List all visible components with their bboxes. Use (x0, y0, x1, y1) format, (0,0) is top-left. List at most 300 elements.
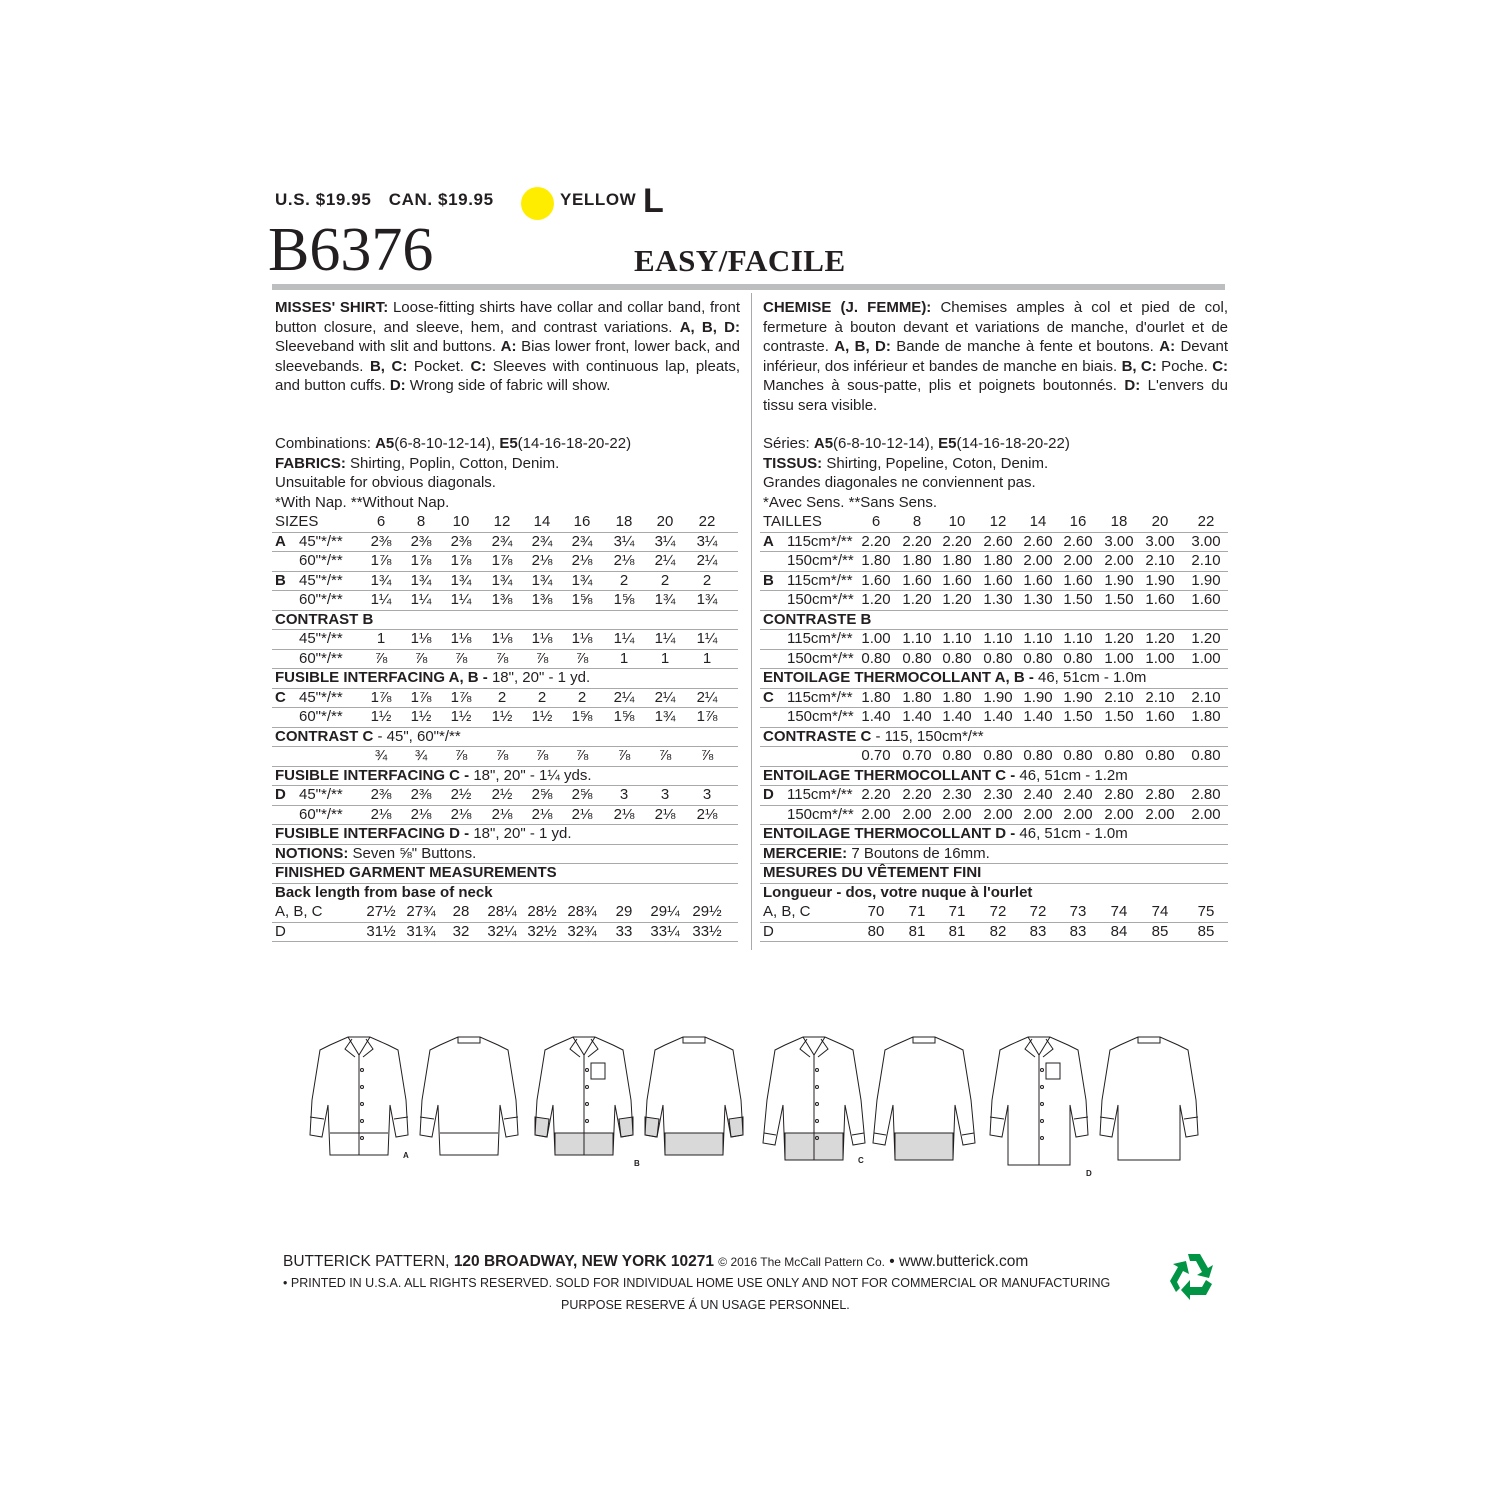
value-cell: 27¾ (406, 903, 436, 920)
illus-label-c: C (858, 1156, 864, 1165)
value-cell: 1.80 (942, 552, 972, 569)
value-cell: 1¼ (370, 591, 392, 608)
value-cell: 8 (416, 513, 426, 530)
back-length-heading (272, 883, 738, 903)
value-cell: 2.00 (942, 805, 972, 823)
value-cell: 32¾ (567, 922, 597, 940)
value-cell: 0.80 (1023, 649, 1053, 667)
value-cell: 2¼ (654, 552, 676, 569)
value-cell: 1.60 (1145, 591, 1175, 608)
desc-fr-3: Poche. (1156, 357, 1213, 375)
value-cell: 1⅝ (571, 708, 593, 725)
desc-en-5-bold: D: (389, 377, 406, 394)
value-cell: 2.00 (983, 805, 1013, 823)
value-cell: 1¾ (654, 708, 676, 725)
entoilage-d-value: 46, 51cm - 1.0m (1015, 825, 1128, 842)
fusible-c-value: 18", 20" - 1¼ yds. (469, 766, 592, 784)
value-cell: 1.10 (1023, 630, 1053, 647)
desc-fr-4: Manches à sous-patte, plis et poignets boutonnés. (763, 377, 1125, 394)
value-cell: 1.50 (1063, 708, 1093, 725)
width-150: 150cm*/** (787, 708, 854, 725)
value-cell: 1¾ (654, 591, 676, 608)
value-cell: 0.80 (902, 649, 932, 667)
bullet-icon: • (889, 1253, 895, 1270)
value-cell: 1⅞ (410, 552, 432, 569)
value-cell: 8 (912, 513, 922, 530)
entoilage-c-label: ENTOILAGE THERMOCOLLANT C - (763, 766, 1016, 784)
finished-d-label: D (275, 922, 286, 940)
value-cell: 1.50 (1104, 708, 1134, 725)
value-cell: 2.00 (1191, 805, 1221, 823)
value-cell: 1.60 (1191, 591, 1221, 608)
value-cell: 81 (908, 922, 926, 940)
value-cell: 2⅛ (571, 805, 593, 823)
width-60: 60"*/** (299, 805, 343, 823)
mercerie-label: MERCERIE: (763, 844, 848, 862)
website: www.butterick.com (899, 1253, 1029, 1270)
value-cell: 3.00 (1104, 532, 1134, 550)
value-cell: 1.60 (942, 571, 972, 589)
desc-fr-4-bold: C: (1212, 357, 1229, 375)
value-cell: 1¾ (410, 571, 432, 589)
value-cell: 2.00 (1063, 805, 1093, 823)
value-cell: 0.80 (1063, 649, 1093, 667)
value-cell: ⅞ (575, 747, 589, 764)
value-cell: 2⅜ (410, 532, 432, 550)
fr-finished-d-label: D (763, 922, 774, 940)
shirt-a-back-drawing (420, 1037, 518, 1155)
value-cell: 2.00 (1104, 552, 1134, 569)
column-divider (751, 293, 752, 950)
finished-label: FINISHED GARMENT MEASUREMENTS (275, 864, 557, 881)
fabrics-list: Shirting, Poplin, Cotton, Denim. (345, 454, 560, 472)
view-c-45-row (272, 688, 738, 709)
value-cell: 2¼ (696, 552, 718, 569)
value-cell: ¾ (374, 747, 388, 764)
series-line (763, 434, 1070, 454)
value-cell: 16 (573, 513, 591, 530)
value-cell: 2¾ (571, 532, 593, 550)
value-cell: 1.40 (983, 708, 1013, 725)
value-cell: 1¼ (450, 591, 472, 608)
value-cell: 1¾ (450, 571, 472, 589)
value-cell: 1½ (450, 708, 472, 725)
value-cell: 2⅜ (370, 532, 392, 550)
fusible-d-value: 18", 20" - 1 yd. (469, 825, 572, 842)
value-cell: 2⅛ (531, 552, 553, 569)
value-cell: 22 (698, 513, 716, 530)
width-45: 45"*/** (299, 630, 343, 647)
value-cell: 1.60 (902, 571, 932, 589)
desc-fr-3-bold: B, C: (1121, 357, 1157, 375)
width-115: 115cm*/** (787, 688, 853, 706)
color-name: YELLOW (560, 190, 637, 209)
value-cell: 2.40 (1063, 786, 1093, 803)
value-cell: 1.80 (902, 688, 932, 706)
width-115: 115cm*/** (787, 571, 853, 589)
combo-a5: A5 (375, 435, 395, 452)
fusible-d-line (272, 824, 738, 845)
value-cell: 28¼ (487, 903, 517, 920)
value-cell: ⅞ (495, 649, 509, 667)
combinations-line (275, 434, 631, 454)
combo-e5-sizes: (14-16-18-20-22) (517, 435, 632, 452)
value-cell: 2⅛ (613, 805, 635, 823)
value-cell: ¾ (414, 747, 428, 764)
contraste-c-heading (760, 727, 1228, 748)
value-cell: 0.80 (1191, 747, 1221, 764)
value-cell: 85 (1197, 922, 1215, 940)
view-a-45-row (272, 532, 738, 553)
longueur-label: Longueur - dos, votre nuque à l'ourlet (763, 883, 1033, 901)
desc-en-1-bold: A, B, D: (679, 318, 740, 336)
contrast-b-label: CONTRAST B (275, 610, 374, 628)
value-cell: 2⅛ (491, 805, 513, 823)
value-cell: 1⅛ (531, 630, 553, 647)
contraste-c-row (760, 746, 1228, 767)
desc-fr-0-bold: CHEMISE (J. FEMME): (763, 299, 932, 316)
value-cell: 3 (660, 786, 670, 803)
value-cell: 22 (1197, 513, 1215, 530)
pattern-number: B6376 (268, 216, 434, 284)
contrast-c-heading (272, 727, 738, 748)
value-cell: 1.80 (861, 688, 891, 706)
contrast-b-heading (272, 610, 738, 631)
finished-heading (272, 863, 738, 884)
value-cell: 1.90 (983, 688, 1013, 706)
difficulty-label: EASY/FACILE (634, 243, 846, 278)
value-cell: 2.20 (861, 786, 891, 803)
width-45: 45"*/** (299, 532, 343, 550)
contrast-b-45-row (272, 629, 738, 650)
value-cell: 1.20 (1191, 630, 1221, 647)
value-cell: 1.10 (902, 630, 932, 647)
value-cell: 0.80 (942, 747, 972, 764)
value-cell: 0.80 (942, 649, 972, 667)
value-cell: 85 (1151, 922, 1169, 940)
value-cell: 0.80 (1145, 747, 1175, 764)
combo-e5: E5 (499, 435, 518, 452)
value-cell: 2 (497, 688, 507, 706)
combo-a5-sizes: (6-8-10-12-14), (394, 435, 496, 452)
value-cell: 80 (867, 922, 885, 940)
tailles-label: TAILLES (763, 513, 822, 530)
value-cell: 1.20 (861, 591, 891, 608)
fr-view-d-150-row (760, 805, 1228, 826)
series-e5: E5 (938, 435, 957, 452)
value-cell: 71 (908, 903, 926, 920)
width-60: 60"*/** (299, 649, 343, 667)
width-150: 150cm*/** (787, 805, 854, 823)
value-cell: 1.60 (983, 571, 1013, 589)
value-cell: 1.40 (861, 708, 891, 725)
entoilage-ab-line (760, 668, 1228, 689)
value-cell: ⅞ (414, 649, 428, 667)
value-cell: 0.80 (1063, 747, 1093, 764)
value-cell: 10 (452, 513, 470, 530)
value-cell: 1 (702, 649, 712, 667)
entoilage-d-line (760, 824, 1228, 845)
shirt-a-front-drawing (310, 1037, 408, 1155)
desc-fr-5: L'envers du tissu sera visible. (763, 377, 1228, 414)
value-cell: 1½ (410, 708, 432, 725)
fabrics-line (275, 454, 559, 474)
value-cell: 2.00 (1023, 805, 1053, 823)
shirt-d-back-drawing (1100, 1037, 1198, 1160)
value-cell: 81 (948, 922, 966, 940)
value-cell: 1⅞ (450, 688, 472, 706)
value-cell: 0.80 (983, 747, 1013, 764)
recycle-icon (1168, 1250, 1220, 1300)
contraste-b-heading (760, 610, 1228, 631)
value-cell: 28 (452, 903, 470, 920)
finished-abc-row (272, 902, 738, 923)
fr-view-c-115-row (760, 688, 1228, 709)
fr-view-c-150-row (760, 707, 1228, 728)
value-cell: 1½ (491, 708, 513, 725)
value-cell: 74 (1151, 903, 1169, 920)
value-cell: 1⅝ (613, 591, 635, 608)
value-cell: 2.10 (1191, 688, 1221, 706)
value-cell: 2.00 (1104, 805, 1134, 823)
value-cell: 18 (1110, 513, 1128, 530)
value-cell: 2.10 (1145, 552, 1175, 569)
value-cell: 1.60 (1063, 571, 1093, 589)
value-cell: 2.20 (902, 532, 932, 550)
illus-label-b: B (634, 1159, 640, 1168)
value-cell: 84 (1110, 922, 1128, 940)
value-cell: 1½ (370, 708, 392, 725)
value-cell: 82 (989, 922, 1007, 940)
value-cell: 31¾ (406, 922, 436, 940)
value-cell: 0.80 (983, 649, 1013, 667)
value-cell: 1⅞ (370, 552, 392, 569)
value-cell: 1⅛ (410, 630, 432, 647)
value-cell: 1.90 (1063, 688, 1093, 706)
view-illustrations (290, 1025, 1230, 1195)
description-english (275, 298, 740, 396)
value-cell: 2.10 (1145, 688, 1175, 706)
value-cell: 1⅝ (613, 708, 635, 725)
view-b-60-row (272, 590, 738, 611)
fr-view-label-d: D (763, 786, 774, 803)
value-cell: 10 (948, 513, 966, 530)
illus-label-a: A (403, 1151, 409, 1160)
value-cell: 2⅝ (531, 786, 553, 803)
value-cell: 1⅞ (491, 552, 513, 569)
price-can-label: CAN. (388, 190, 433, 209)
value-cell: 2⅜ (410, 786, 432, 803)
view-label-d: D (275, 786, 286, 803)
mesures-heading (760, 863, 1228, 884)
value-cell: 28¾ (567, 903, 597, 920)
value-cell: 33½ (692, 922, 722, 940)
value-cell: 75 (1197, 903, 1215, 920)
value-cell: 1⅜ (531, 591, 553, 608)
fusible-ab-value: 18", 20" - 1 yd. (487, 669, 591, 686)
tissus-list: Shirting, Popeline, Coton, Denim. (822, 454, 1049, 472)
value-cell: 16 (1069, 513, 1087, 530)
value-cell: 1.40 (902, 708, 932, 725)
value-cell: 1.10 (983, 630, 1013, 647)
value-cell: 2.80 (1145, 786, 1175, 803)
value-cell: 1⅜ (491, 591, 513, 608)
color-dot-icon (521, 187, 554, 220)
value-cell: 1.30 (1023, 591, 1053, 608)
fr-finished-abc-label: A, B, C (763, 903, 811, 920)
value-cell: 1.60 (1023, 571, 1053, 589)
shirt-d-front-drawing (990, 1037, 1088, 1165)
value-cell: 28½ (527, 903, 557, 920)
fr-finished-abc-row (760, 902, 1228, 923)
nap-note: *With Nap. **Without Nap. (275, 493, 450, 511)
view-c-60-row (272, 707, 738, 728)
value-cell: 2.20 (861, 532, 891, 550)
value-cell: 1¼ (613, 630, 635, 647)
fusible-c-line (272, 766, 738, 787)
entoilage-ab-label: ENTOILAGE THERMOCOLLANT A, B - (763, 669, 1034, 686)
value-cell: 1 (660, 649, 670, 667)
desc-en-2: Bias lower front, lower back, and sleevebands. (275, 338, 740, 375)
value-cell: ⅞ (700, 747, 714, 764)
desc-fr-0: Chemises amples à col et pied de col, fermeture à bouton devant et variations de manche, d'ourlet et de contraste. (763, 299, 1228, 355)
value-cell: 2¼ (613, 688, 635, 706)
value-cell: 2 (619, 571, 629, 589)
value-cell: 3¼ (613, 532, 635, 550)
contraste-b-label: CONTRASTE B (763, 610, 872, 628)
price-us: $19.95 (315, 190, 372, 209)
unsuitable-note: Unsuitable for obvious diagonals. (275, 474, 496, 491)
value-cell: ⅞ (454, 649, 468, 667)
rights-line-fr: PURPOSE RESERVE Á UN USAGE PERSONNEL. (561, 1298, 850, 1312)
value-cell: 2⅜ (370, 786, 392, 803)
value-cell: 1¼ (410, 591, 432, 608)
value-cell: ⅞ (535, 747, 549, 764)
value-cell: 1.00 (861, 630, 891, 647)
desc-en-3: Pocket. (407, 357, 471, 375)
value-cell: 1.90 (1023, 688, 1053, 706)
contrast-b-60-row (272, 649, 738, 670)
mercerie-line (760, 844, 1228, 865)
value-cell: 1⅝ (571, 591, 593, 608)
value-cell: 2⅛ (696, 805, 718, 823)
value-cell: 1.00 (1104, 649, 1134, 667)
tissus-label: TISSUS: (763, 454, 823, 472)
value-cell: 72 (989, 903, 1007, 920)
value-cell: 71 (948, 903, 966, 920)
value-cell: 2 (702, 571, 712, 589)
view-b-45-row (272, 571, 738, 592)
value-cell: 0.80 (1023, 747, 1053, 764)
desc-en-0: Loose-fitting shirts have collar and collar band, front button closure, and sleeve, hem, and contrast variations. (275, 299, 740, 336)
value-cell: 1⅞ (696, 708, 718, 725)
value-cell: 0.80 (1104, 747, 1134, 764)
value-cell: 3¼ (654, 532, 676, 550)
width-60: 60"*/** (299, 591, 343, 608)
value-cell: 1⅛ (571, 630, 593, 647)
value-cell: 1¾ (491, 571, 513, 589)
value-cell: 1.20 (1145, 630, 1175, 647)
value-cell: 2.30 (942, 786, 972, 803)
value-cell: ⅞ (658, 747, 672, 764)
value-cell: 2⅝ (571, 786, 593, 803)
value-cell: 3 (619, 786, 629, 803)
width-150: 150cm*/** (787, 591, 854, 608)
value-cell: 32½ (527, 922, 557, 940)
value-cell: 2½ (491, 786, 513, 803)
mesures-label: MESURES DU VÊTEMENT FINI (763, 864, 982, 881)
value-cell: 32¼ (487, 922, 517, 940)
series-a5-sizes: (6-8-10-12-14), (833, 435, 934, 452)
entoilage-d-label: ENTOILAGE THERMOCOLLANT D - (763, 825, 1016, 842)
value-cell: 73 (1069, 903, 1087, 920)
fr-finished-d-row (760, 922, 1228, 943)
value-cell: 1¼ (696, 630, 718, 647)
desc-en-5: Wrong side of fabric will show. (405, 377, 611, 394)
publisher-line (283, 1253, 1028, 1271)
illus-label-d: D (1086, 1169, 1092, 1178)
value-cell: 1.10 (1063, 630, 1093, 647)
value-cell: 12 (493, 513, 511, 530)
value-cell: 1⅞ (450, 552, 472, 569)
width-45: 45"*/** (299, 786, 343, 803)
value-cell: 1¾ (370, 571, 392, 589)
contraste-c-widths: - 115, 150cm*/** (871, 727, 984, 745)
value-cell: 2 (577, 688, 587, 706)
header-rule (272, 284, 1225, 290)
notions-line (272, 844, 738, 865)
value-cell: 74 (1110, 903, 1128, 920)
sizes-row (272, 512, 738, 533)
value-cell: 3¼ (696, 532, 718, 550)
fr-view-d-115-row (760, 785, 1228, 806)
shirt-c-front-drawing (763, 1037, 865, 1160)
price-can: $19.95 (438, 190, 494, 209)
tailles-row (760, 512, 1228, 533)
value-cell: 27½ (366, 903, 396, 920)
fr-view-b-115-row (760, 571, 1228, 592)
width-115: 115cm*/** (787, 786, 853, 803)
desc-fr-2-bold: A: (1159, 338, 1176, 355)
value-cell: 2⅛ (370, 805, 392, 823)
mercerie-value: 7 Boutons de 16mm. (847, 844, 990, 862)
value-cell: 1 (376, 630, 386, 647)
value-cell: ⅞ (535, 649, 549, 667)
value-cell: 2⅛ (654, 805, 676, 823)
width-60: 60"*/** (299, 708, 343, 725)
width-150: 150cm*/** (787, 649, 854, 667)
value-cell: 32 (452, 922, 470, 940)
value-cell: 1¾ (696, 591, 718, 608)
value-cell: 2.40 (1023, 786, 1053, 803)
view-label-c: C (275, 688, 286, 706)
value-cell: 1.00 (1191, 649, 1221, 667)
value-cell: 14 (533, 513, 551, 530)
longueur-heading (760, 883, 1228, 903)
view-label-a: A (275, 532, 286, 550)
value-cell: 29 (615, 903, 633, 920)
value-cell: 1⅞ (370, 688, 392, 706)
value-cell: 18 (615, 513, 633, 530)
value-cell: 2.00 (861, 805, 891, 823)
value-cell: 1⅛ (491, 630, 513, 647)
entoilage-c-line (760, 766, 1228, 787)
value-cell: 2 (660, 571, 670, 589)
value-cell: 2.10 (1104, 688, 1134, 706)
desc-en-4: Sleeves with continuous lap, pleats, and button cuffs. (275, 357, 741, 394)
contraste-b-115-row (760, 629, 1228, 650)
width-60: 60"*/** (299, 552, 343, 569)
